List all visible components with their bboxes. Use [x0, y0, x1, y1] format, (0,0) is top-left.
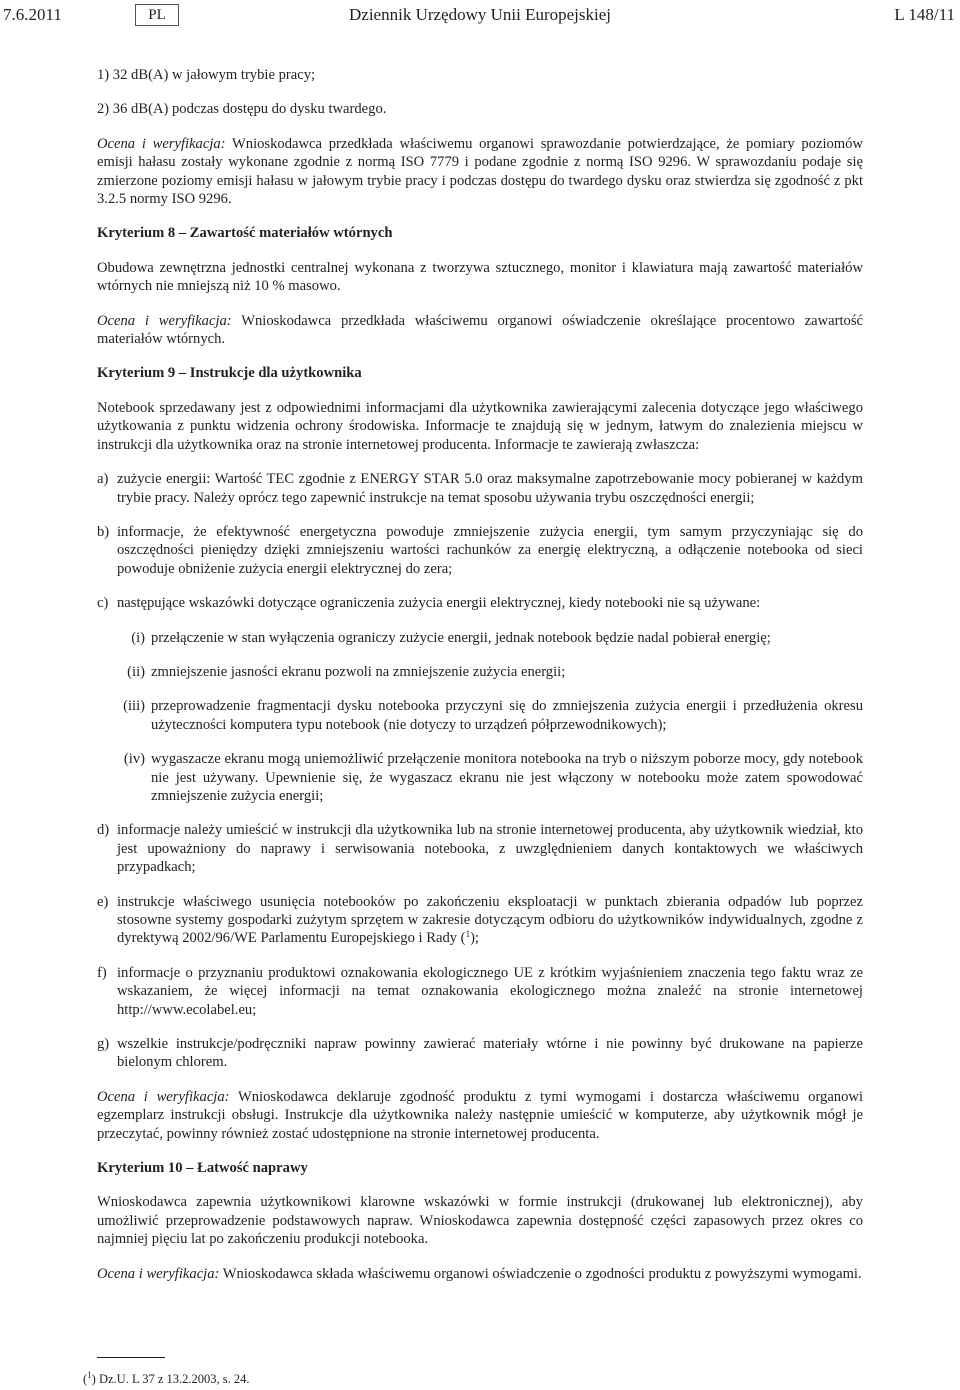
sub-list-item: [97, 750, 863, 805]
verification-text: Wnioskodawca składa właściwemu organowi oświadczenie o zgodności produktu z powyższymi wymogami.: [219, 1265, 862, 1282]
list-item-text: zużycie energii: Wartość TEC zgodnie z ENERGY STAR 5.0 oraz maksymalne zapotrzebowanie mocy pobieranej w każdym trybie pracy. Należy oprócz tego zapewnić instrukcje na temat sposobu używania trybu oszczędności energii;: [117, 471, 863, 506]
sub-list-item: [97, 697, 863, 734]
verification-text: Wnioskodawca przedkłada właściwemu organowi oświadczenie określające procentowo zawartość materiałów wtórnych.: [97, 312, 863, 348]
journal-title: Dziennik Urzędowy Unii Europejskiej: [349, 5, 612, 24]
document-body: [97, 66, 863, 1299]
sub-list-item: [97, 629, 863, 647]
criterion-9-heading: Kryterium 9 – Instrukcje dla użytkownika: [97, 365, 362, 382]
criterion-10-verification: [97, 1265, 863, 1283]
page-header: [0, 4, 960, 34]
criterion-10-body: Wnioskodawca zapewnia użytkownikowi klarowne wskazówki w formie instrukcji (drukowanej lub elektronicznej), aby umożliwić przeprowadzenie podstawowych napraw. Wnioskodawca zapewnia dostępność części zapasowych przez okres co najmniej pięciu lat po zakończeniu produkcji notebooka.: [97, 1194, 863, 1248]
sub-list-item-label: (iii): [123, 698, 145, 715]
footnote-divider: [97, 1357, 165, 1358]
list-item-label: e): [97, 893, 109, 910]
footnote-reference[interactable]: 1: [465, 929, 471, 940]
list-item: [97, 523, 863, 578]
list-item-label: c): [97, 595, 109, 612]
verification-label: Ocena i weryfikacja:: [97, 1088, 230, 1105]
verification-text: Wnioskodawca przedkłada właściwemu organowi sprawozdanie potwierdzające, że pomiary poziomów emisji hałasu zostały wykonane zgodnie z normą ISO 7779 i podane zgodnie z normą ISO 9296. W sprawozdaniu podaje się zmierzone poziomy emisji hałasu w jałowym trybie pracy i podczas dostępu do twardego dysku oraz stwierdza się zgodność z pkt 3.2.5 normy ISO 9296.: [97, 135, 863, 208]
verification-label: Ocena i weryfikacja:: [97, 312, 232, 329]
list-item-label: d): [97, 822, 110, 839]
list-item-text-end: );: [470, 930, 479, 947]
list-item-text: [117, 893, 863, 948]
sub-list-item-label: (i): [131, 629, 145, 646]
sub-list-item-label: (iv): [123, 751, 145, 768]
sub-list-item-text: przełączenie w stan wyłączenia ograniczy zużycie energii, jednak notebook będzie nadal pobierał energię;: [151, 629, 771, 646]
page-reference: L 148/11: [894, 5, 955, 24]
list-item: [97, 964, 863, 1019]
list-item-text-main: instrukcje właściwego usunięcia notebooków po zakończeniu eksploatacji w punktach zbierania odpadów lub poprzez stosowne systemy gospodarki zużytym sprzętem w zakresie dotyczącym odbioru do użytkowników indywidualnych, zgodne z dyrektywą 2002/96/WE Parlamentu Europejskiego i Rady (: [117, 893, 863, 947]
list-item-label: f): [97, 964, 107, 981]
publication-date: 7.6.2011: [3, 5, 62, 24]
language-code-box: PL: [135, 4, 179, 26]
list-item-label: b): [97, 523, 110, 540]
sub-list-item-text: zmniejszenie jasności ekranu pozwoli na zmniejszenie zużycia energii;: [151, 663, 566, 680]
verification-label: Ocena i weryfikacja:: [97, 1265, 220, 1282]
criterion-8-verification: [97, 312, 863, 349]
sub-list-item-label: (ii): [127, 663, 145, 680]
sub-list-item-text: przeprowadzenie fragmentacji dysku notebooka przyczyni się do zmniejszenia zużycia energii i przedłużenia okresu użyteczności komputera typu notebook (nie dotyczy to urządzeń półprzewodnikowych);: [151, 698, 863, 733]
verification-label: Ocena i weryfikacja:: [97, 135, 226, 152]
sub-list-item: [97, 663, 863, 681]
footnote-marker: 1: [87, 1370, 92, 1380]
criterion-9-intro: Notebook sprzedawany jest z odpowiednimi informacjami dla użytkownika zawierającymi zalecenia dotyczące jego właściwego użytkowania z punktu widzenia ochrony środowiska. Informacje te znajdują się w jednym, łatwym do znalezienia miejscu w instrukcji dla użytkownika oraz na stronie internetowej producenta. Informacje te zawierają zwłaszcza:: [97, 399, 863, 453]
sub-list-item-text: wygaszacze ekranu mogą uniemożliwić przełączenie monitora notebooka na tryb o niższym poborze mocy, gdy notebook nie jest używany. Upewnienie się, że wygaszacz ekranu nie jest włączony w notebooku może zatem spowodować zmniejszenie zużycia energii;: [151, 751, 863, 804]
list-item-text: informacje należy umieścić w instrukcji dla użytkownika lub na stronie internetowej producenta, aby użytkownik wiedział, kto jest upoważniony do naprawy i serwisowania notebooka, z uwzględnieniem danych kontaktowych we właściwych przypadkach;: [117, 822, 863, 876]
list-item: [97, 821, 863, 876]
footnote: ($^1$) Dz.U. L 37 z 13.2.2003, s. 24.: [83, 1370, 250, 1386]
noise-verification: [97, 135, 863, 209]
criterion-8-heading: Kryterium 8 – Zawartość materiałów wtórnych: [97, 225, 393, 242]
list-item: [97, 893, 863, 948]
list-item-text: następujące wskazówki dotyczące ograniczenia zużycia energii elektrycznej, kiedy notebooki nie są używane:: [117, 595, 761, 612]
footnote-text: Dz.U. L 37 z 13.2.2003, s. 24.: [95, 1372, 250, 1386]
verification-text: Wnioskodawca deklaruje zgodność produktu z tymi wymogami i dostarcza właściwemu organowi egzemplarz instrukcji obsługi. Instrukcje dla użytkownika należy następnie umieścić w komputerze, aby użytkownik mógł je przeczytać, powinny również zostać udostępnione na stronie internetowej producenta.: [97, 1088, 863, 1142]
list-item: [97, 470, 863, 507]
list-item-text: wszelkie instrukcje/podręczniki napraw powinny zawierać materiały wtórne i nie powinny być drukowane na papierze bielonym chlorem.: [117, 1036, 863, 1071]
criterion-8-body: Obudowa zewnętrzna jednostki centralnej wykonana z tworzywa sztucznego, monitor i klawiatura mają zawartość materiałów wtórnych nie mniejszą niż 10 % masowo.: [97, 259, 863, 295]
list-item: [97, 1035, 863, 1072]
noise-level-idle: 1) 32 dB(A) w jałowym trybie pracy;: [97, 67, 316, 83]
list-item-label: g): [97, 1036, 110, 1053]
list-item: [97, 594, 863, 612]
criterion-10-heading: Kryterium 10 – Łatwość naprawy: [97, 1160, 308, 1177]
criterion-9-verification: [97, 1088, 863, 1143]
noise-level-disk: 2) 36 dB(A) podczas dostępu do dysku twardego.: [97, 101, 387, 118]
list-item-text: informacje, że efektywność energetyczna powoduje zmniejszenie zużycia energii, tym samym przyczyniając się do oszczędności pieniędzy dzięki zmniejszeniu wartości rachunków za energię elektryczną, a odłączenie notebooka od sieci powoduje obniżenie zużycia energii elektrycznej do zera;: [117, 523, 863, 577]
list-item-text: informacje o przyznaniu produktowi oznakowania ekologicznego UE z krótkim wyjaśnieniem znaczenia tego faktu wraz ze wskazaniem, że więcej informacji na temat oznakowania ekologicznego można znaleźć na stronie internetowej http://www.ecolabel.eu;: [117, 964, 863, 1018]
list-item-label: a): [97, 471, 109, 488]
